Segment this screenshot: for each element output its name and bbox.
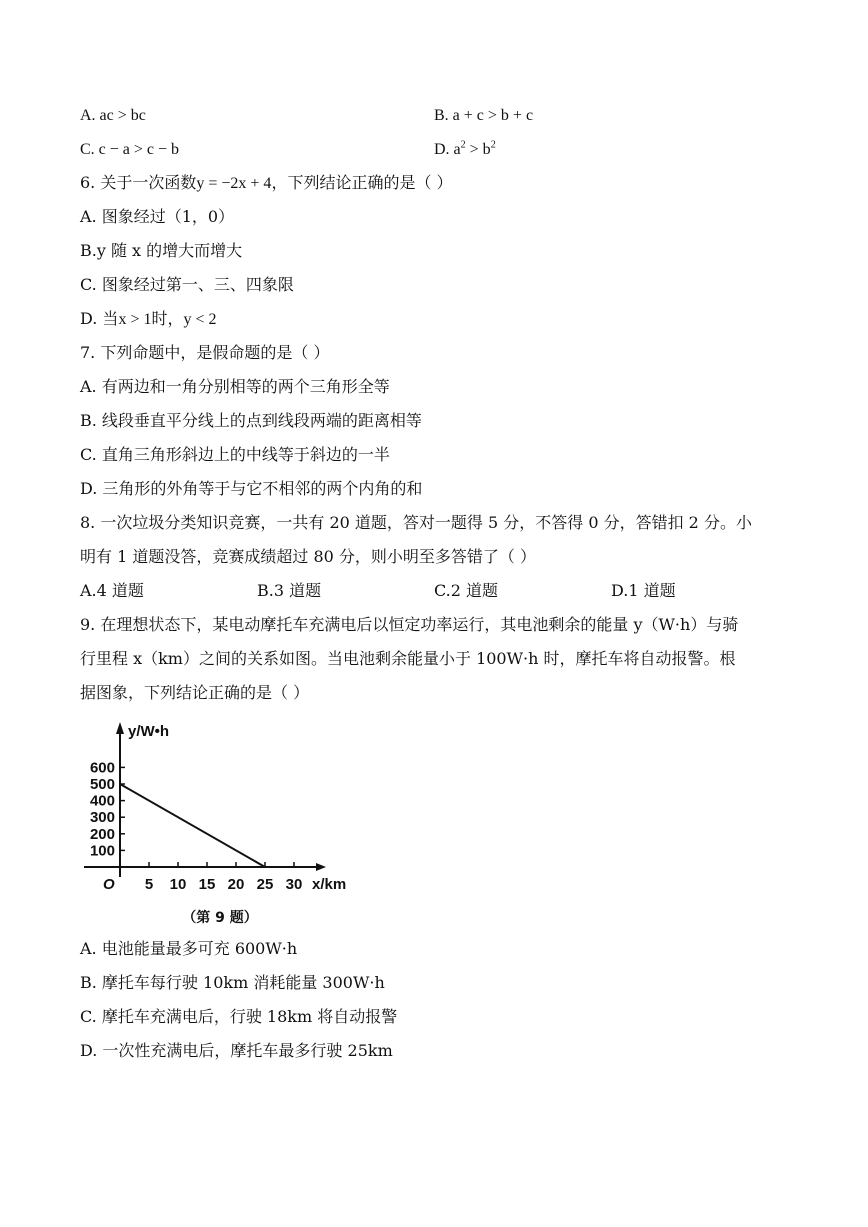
- q9-option-b: B. 摩托车每行驶 10km 消耗能量 300W·h: [80, 973, 385, 992]
- q5-option-b: B. a + c > b + c: [434, 107, 534, 124]
- q6-option-d: [80, 308, 217, 331]
- q9-option-c: C. 摩托车充满电后，行驶 18km 将自动报警: [80, 1007, 398, 1026]
- q5-option-d: [434, 139, 496, 161]
- y-tick-label: 300: [89, 809, 115, 827]
- q9-option-d: D. 一次性充满电后，摩托车最多行驶 25km: [80, 1041, 393, 1060]
- q5-d-mid: > b: [465, 141, 491, 158]
- chart-caption: （第 9 题）: [182, 910, 258, 926]
- y-tick-label: 400: [89, 792, 115, 810]
- origin-label: O: [103, 876, 115, 893]
- x-tick-label: 10: [169, 876, 187, 893]
- q8-option-a: A.4 道题: [80, 581, 144, 600]
- y-tick-label: 200: [89, 825, 115, 843]
- q8-option-c: C.2 道题: [434, 581, 499, 600]
- x-tick-label: 30: [285, 876, 303, 893]
- q6-option-b: B.y 随 x 的增大而增大: [80, 241, 243, 260]
- q7-option-d: D. 三角形的外角等于与它不相邻的两个内角的和: [80, 479, 423, 498]
- q7-option-c: C. 直角三角形斜边上的中线等于斜边的一半: [80, 445, 390, 464]
- q5-option-c: C. c − a > c − b: [80, 141, 180, 158]
- x-tick-label: 15: [198, 876, 216, 893]
- q6-d-mid: 时，: [151, 309, 184, 328]
- y-axis-label: y/W•h: [128, 723, 170, 740]
- q5-d-prefix: D. a: [434, 141, 461, 158]
- q6-d-condition: x > 1: [118, 311, 152, 328]
- energy-mileage-chart: [80, 716, 360, 931]
- y-tick-label: 500: [89, 776, 115, 793]
- y-tick-label: 100: [89, 842, 115, 860]
- series-line: [120, 784, 265, 867]
- q5-d-sup-a: 2: [460, 139, 466, 151]
- q8-stem-line2: 明有 1 道题没答，竞赛成绩超过 80 分，则小明至多答错了（ ）: [80, 547, 536, 566]
- x-tick-label: 25: [256, 876, 274, 893]
- q7-stem: 7. 下列命题中，是假命题的是（ ）: [80, 343, 330, 362]
- x-tick-label: 5: [144, 876, 154, 893]
- y-tick-label: 600: [89, 759, 115, 777]
- q9-stem-line1: 9. 在理想状态下，某电动摩托车充满电后以恒定功率运行，其电池剩余的能量 y（W·h）与骑: [80, 615, 739, 634]
- q6-option-c: C. 图象经过第一、三、四象限: [80, 275, 294, 294]
- q7-option-b: B. 线段垂直平分线上的点到线段两端的距离相等: [80, 411, 422, 430]
- q6-stem-function: y = −2x + 4: [196, 175, 272, 192]
- q9-option-a: A. 电池能量最多可充 600W·h: [80, 939, 298, 958]
- q6-stem: [80, 172, 453, 195]
- q9-stem-line3: 据图象，下列结论正确的是（ ）: [80, 683, 310, 702]
- q5-option-a: A. ac > bc: [80, 107, 146, 124]
- q6-option-a: A. 图象经过（1，0）: [80, 207, 235, 226]
- q8-stem-line1: 8. 一次垃圾分类知识竞赛，一共有 20 道题，答对一题得 5 分，不答得 0 分，答错扣 2 分。小: [80, 513, 752, 532]
- q9-stem-line2: 行里程 x（km）之间的关系如图。当电池剩余能量小于 100W·h 时，摩托车将自动报警。根: [80, 649, 736, 668]
- y-axis-arrow: [116, 722, 124, 734]
- q6-d-prefix: D. 当: [80, 309, 119, 328]
- q8-option-b: B.3 道题: [257, 581, 322, 600]
- q6-stem-prefix: 6. 关于一次函数: [80, 173, 197, 192]
- x-axis-label: x/km: [312, 876, 347, 893]
- q8-option-d: D.1 道题: [611, 581, 676, 600]
- x-axis-arrow: [316, 863, 326, 871]
- q6-stem-suffix: ，下列结论正确的是（ ）: [271, 173, 453, 192]
- x-tick-label: 20: [227, 876, 245, 893]
- q6-d-result: y < 2: [183, 311, 217, 328]
- q5-d-sup-b: 2: [490, 139, 496, 151]
- q7-option-a: A. 有两边和一角分别相等的两个三角形全等: [80, 377, 390, 396]
